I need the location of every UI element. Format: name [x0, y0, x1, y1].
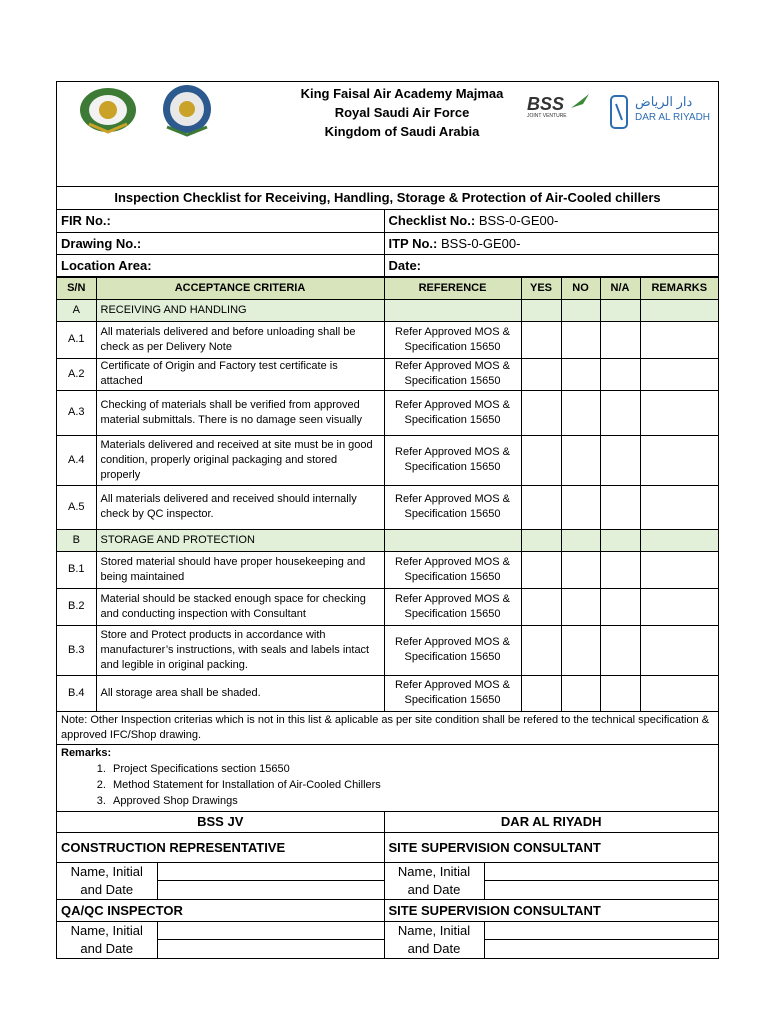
fir-no-label: FIR No.: [61, 213, 111, 229]
row-sn: B.4 [57, 675, 96, 711]
qaqc-signature-field[interactable] [157, 921, 384, 939]
consultant-signature-field[interactable] [484, 862, 718, 881]
checklist-no-field[interactable] [384, 210, 718, 232]
table-row [57, 321, 718, 358]
name-initial-date-label [384, 921, 484, 958]
row-criteria: All storage area shall be shaded. [96, 675, 384, 711]
row-criteria: All materials delivered and before unloading shall be check as per Delivery Note [96, 321, 384, 358]
section-a-row [57, 299, 718, 321]
section-b-title: STORAGE AND PROTECTION [96, 529, 384, 551]
dar-logo-text: DAR AL RIYADH [635, 112, 711, 123]
na-cell[interactable] [600, 321, 640, 358]
na-cell[interactable] [600, 675, 640, 711]
row-sn: A.5 [57, 485, 96, 529]
consultant-date-field[interactable] [484, 881, 718, 900]
yes-cell[interactable] [521, 358, 561, 390]
construction-rep-signature-field[interactable] [157, 862, 384, 881]
col-yes: YES [521, 277, 561, 299]
yes-cell[interactable] [521, 435, 561, 485]
air-academy-emblem-logo [75, 84, 141, 136]
table-row [57, 588, 718, 625]
remarks-section [57, 745, 718, 812]
yes-cell[interactable] [521, 390, 561, 435]
row-reference: Refer Approved MOS & Specification 15650 [384, 675, 521, 711]
no-cell[interactable] [561, 675, 600, 711]
checklist-table [57, 277, 718, 712]
checklist-title: Inspection Checklist for Receiving, Handling, Storage & Protection of Air-Cooled chillers [57, 187, 718, 210]
row-reference: Refer Approved MOS & Specification 15650 [384, 390, 521, 435]
row-reference: Refer Approved MOS & Specification 15650 [384, 321, 521, 358]
checklist-no-label: Checklist No.: [388, 213, 476, 229]
remarks-cell[interactable] [640, 485, 718, 529]
na-cell[interactable] [600, 435, 640, 485]
no-cell[interactable] [561, 625, 600, 675]
dar-al-riyadh-mark-icon [609, 94, 629, 130]
header-titles [277, 84, 527, 141]
checklist-no-value: BSS-0-GE00- [478, 213, 559, 229]
col-remarks: REMARKS [640, 277, 718, 299]
date-label: Date: [388, 257, 422, 273]
site-supervision-consultant-label: SITE SUPERVISION CONSULTANT [384, 832, 718, 862]
no-cell[interactable] [561, 321, 600, 358]
remarks-label: Remarks: [61, 747, 112, 759]
row-reference: Refer Approved MOS & Specification 15650 [384, 435, 521, 485]
yes-cell[interactable] [521, 675, 561, 711]
na-cell[interactable] [600, 625, 640, 675]
row-criteria: Material should be stacked enough space for checking and conducting inspection with Consultant [96, 588, 384, 625]
drawing-no-field[interactable] [57, 232, 384, 254]
remarks-cell[interactable] [640, 358, 718, 390]
yes-cell[interactable] [521, 625, 561, 675]
note-text: Note: Other Inspection criterias which is not in this list & aplicable as per site condition shall be refered to the technical specification & approved IFC/Shop drawing. [57, 711, 718, 745]
table-row [57, 390, 718, 435]
dar-al-riyadh-label: DAR AL RIYADH [384, 812, 718, 832]
remarks-cell[interactable] [640, 625, 718, 675]
row-sn: A.1 [57, 321, 96, 358]
no-cell[interactable] [561, 390, 600, 435]
table-row [57, 358, 718, 390]
remarks-cell[interactable] [640, 390, 718, 435]
info-table [57, 210, 718, 277]
table-row [57, 625, 718, 675]
name-initial-text: Name, Initial [397, 863, 471, 879]
row-sn: B.2 [57, 588, 96, 625]
remarks-cell[interactable] [640, 435, 718, 485]
remarks-list [61, 761, 714, 809]
construction-rep-date-field[interactable] [157, 881, 384, 900]
section-a-title: RECEIVING AND HANDLING [96, 299, 384, 321]
row-criteria: Materials delivered and received at site must be in good condition, properly original packaging and stored properly [96, 435, 384, 485]
row-criteria: Store and Protect products in accordance with manufacturer’s instructions, with seals and labels intact and legible in original packing. [96, 625, 384, 675]
document-header [57, 82, 718, 187]
and-date-text: and Date [80, 881, 134, 897]
list-item: 1. Project Specifications section 15650 [109, 761, 714, 777]
row-sn: B.3 [57, 625, 96, 675]
col-na: N/A [600, 277, 640, 299]
yes-cell[interactable] [521, 551, 561, 588]
name-initial-text: Name, Initial [70, 863, 143, 879]
dar-al-riyadh-logo [609, 94, 709, 130]
table-row [57, 435, 718, 485]
section-b-sn: B [57, 529, 96, 551]
row-criteria: Stored material should have proper housekeeping and being maintained [96, 551, 384, 588]
consultant-2-date-field[interactable] [484, 939, 718, 957]
location-area-label: Location Area: [61, 257, 152, 273]
yes-cell[interactable] [521, 588, 561, 625]
name-initial-date-label [57, 862, 157, 899]
itp-no-field[interactable] [384, 232, 718, 254]
na-cell[interactable] [600, 390, 640, 435]
remarks-cell[interactable] [640, 588, 718, 625]
row-sn: A.3 [57, 390, 96, 435]
remarks-cell[interactable] [640, 321, 718, 358]
remarks-cell[interactable] [640, 675, 718, 711]
drawing-no-label: Drawing No.: [61, 235, 142, 251]
air-force-name: Royal Saudi Air Force [334, 105, 470, 120]
table-row [57, 551, 718, 588]
table-header-row [57, 277, 718, 299]
col-sn: S/N [57, 277, 96, 299]
no-cell[interactable] [561, 588, 600, 625]
row-reference: Refer Approved MOS & Specification 15650 [384, 588, 521, 625]
row-sn: A.4 [57, 435, 96, 485]
list-item: 2. Method Statement for Installation of Air-Cooled Chillers [109, 777, 714, 793]
checklist-sheet [56, 81, 719, 959]
section-b-row [57, 529, 718, 551]
na-cell[interactable] [600, 485, 640, 529]
qaqc-date-field[interactable] [157, 939, 384, 957]
col-no: NO [561, 277, 600, 299]
section-a-sn: A [57, 299, 96, 321]
row-criteria: Checking of materials shall be verified from approved material submittals. There is no damage seen visually [96, 390, 384, 435]
na-cell[interactable] [600, 358, 640, 390]
no-cell[interactable] [561, 435, 600, 485]
row-reference: Refer Approved MOS & Specification 15650 [384, 551, 521, 588]
yes-cell[interactable] [521, 485, 561, 529]
no-cell[interactable] [561, 485, 600, 529]
na-cell[interactable] [600, 551, 640, 588]
name-initial-date-label [57, 921, 157, 958]
col-criteria: ACCEPTANCE CRITERIA [96, 277, 384, 299]
no-cell[interactable] [561, 551, 600, 588]
qaqc-inspector-label: QA/QC INSPECTOR [57, 899, 384, 921]
row-sn: A.2 [57, 358, 96, 390]
location-area-field[interactable] [57, 254, 384, 276]
and-date-text: and Date [407, 881, 461, 897]
royal-saudi-air-force-emblem-logo [159, 83, 215, 137]
date-field[interactable] [384, 254, 718, 276]
kingdom-name: Kingdom of Saudi Arabia [324, 124, 480, 139]
consultant-2-signature-field[interactable] [484, 921, 718, 939]
site-supervision-consultant-label: SITE SUPERVISION CONSULTANT [384, 899, 718, 921]
list-item: 3. Approved Shop Drawings [109, 793, 714, 809]
row-criteria: All materials delivered and received should internally check by QC inspector. [96, 485, 384, 529]
table-row [57, 675, 718, 711]
and-date-text: and Date [80, 940, 134, 956]
bss-jv-logo [527, 94, 595, 124]
itp-no-label: ITP No.: [388, 235, 438, 251]
signoff-table [57, 812, 718, 958]
col-reference: REFERENCE [384, 277, 521, 299]
bss-logo-text: BSS [527, 94, 565, 114]
name-initial-text: Name, Initial [397, 922, 471, 938]
bss-logo-swoosh-icon [569, 92, 591, 110]
yes-cell[interactable] [521, 321, 561, 358]
no-cell[interactable] [561, 358, 600, 390]
table-row [57, 485, 718, 529]
construction-representative-label: CONSTRUCTION REPRESENTATIVE [57, 832, 384, 862]
and-date-text: and Date [407, 940, 461, 956]
dar-logo-arabic: دار الرياض [635, 94, 693, 109]
row-criteria: Certificate of Origin and Factory test certificate is attached [96, 358, 384, 390]
na-cell[interactable] [600, 588, 640, 625]
row-reference: Refer Approved MOS & Specification 15650 [384, 358, 521, 390]
itp-no-value: BSS-0-GE00- [441, 235, 521, 251]
name-initial-date-label [384, 862, 484, 899]
remarks-cell[interactable] [640, 551, 718, 588]
row-reference: Refer Approved MOS & Specification 15650 [384, 625, 521, 675]
academy-name: King Faisal Air Academy Majmaa [300, 86, 504, 101]
bss-logo-sub: JOINT VENTURE [527, 113, 567, 119]
name-initial-text: Name, Initial [70, 922, 143, 938]
fir-no-field[interactable] [57, 210, 384, 232]
row-reference: Refer Approved MOS & Specification 15650 [384, 485, 521, 529]
bss-jv-label: BSS JV [57, 812, 384, 832]
row-sn: B.1 [57, 551, 96, 588]
